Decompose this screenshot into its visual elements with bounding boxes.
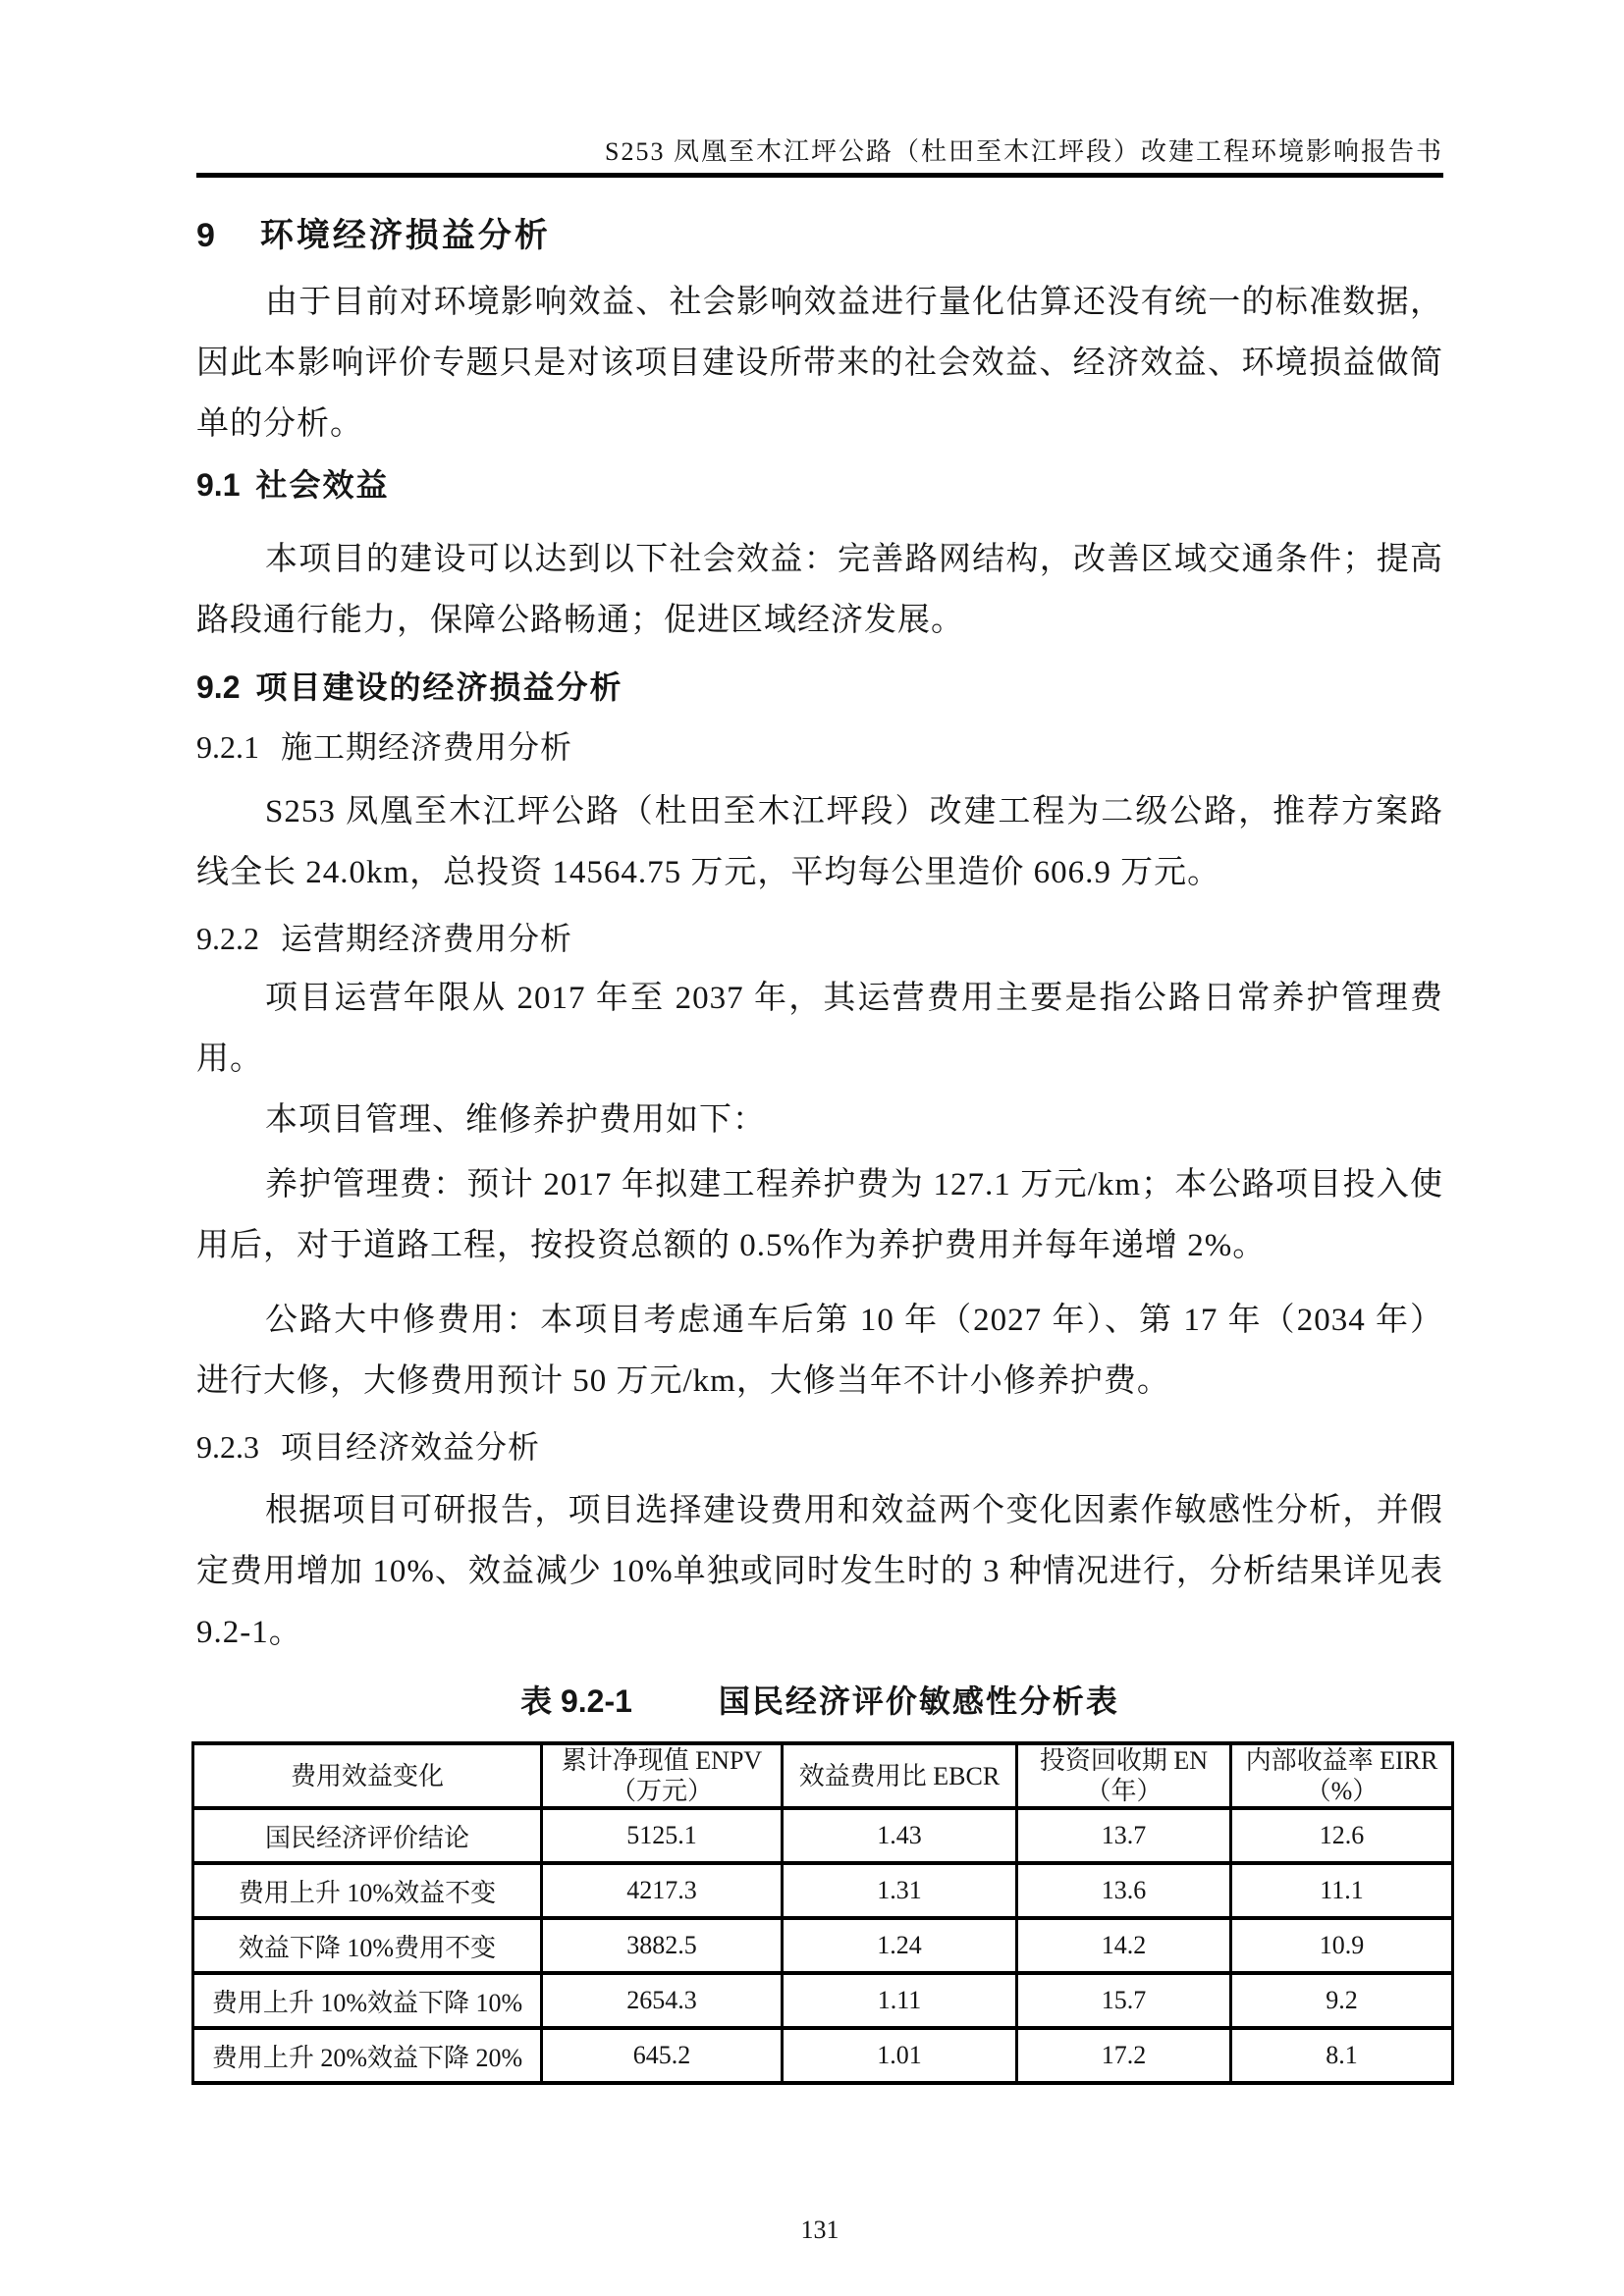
heading-text: 施工期经济费用分析: [281, 729, 573, 765]
table-cell: 10.9: [1231, 1918, 1453, 1973]
table-cell: 2654.3: [542, 1973, 783, 2028]
table-row: [193, 1973, 1453, 2028]
paragraph-construction-cost: S253 凤凰至木江坪公路（杜田至木江坪段）改建工程为二级公路，推荐方案路线全长 24.0km，总投资 14564.75 万元，平均每公里造价 606.9 万元。: [196, 794, 1443, 890]
running-header: [196, 138, 1443, 166]
table-cell: 15.7: [1017, 1973, 1231, 2028]
table-caption-number: 表 9.2-1: [520, 1683, 632, 1719]
table-cell: 1.01: [783, 2028, 1017, 2083]
table-cell: 1.43: [783, 1808, 1017, 1863]
table-cell: 1.11: [783, 1973, 1017, 2028]
table-header-row: [193, 1743, 1453, 1808]
paragraph-social-benefit: 本项目的建设可以达到以下社会效益：完善路网结构，改善区域交通条件；提高路段通行能力，保障公路畅通；促进区域经济发展。: [196, 542, 1443, 638]
table-header-ebcr: [783, 1743, 1017, 1808]
heading-text: 项目经济效益分析: [281, 1429, 541, 1465]
sensitivity-analysis-table: [191, 1741, 1454, 2085]
table-cell: 11.1: [1231, 1863, 1453, 1918]
section-9-2-1-heading: [196, 725, 1443, 769]
paragraph-maintenance-intro: 本项目管理、维修养护费用如下：: [265, 1102, 766, 1138]
table-cell: 9.2: [1231, 1973, 1453, 2028]
section-9-2-heading: [196, 665, 1443, 710]
heading-text: 社会效益: [255, 467, 390, 503]
heading-number: 9.2.3: [196, 1429, 259, 1465]
section-9-2-2-heading: [196, 917, 1443, 960]
table-cell: 1.24: [783, 1918, 1017, 1973]
table-cell: 费用上升 10%效益下降 10%: [193, 1973, 542, 2028]
table-header-en: [1017, 1743, 1231, 1808]
table-cell: 5125.1: [542, 1808, 783, 1863]
section-9-2-3-heading: [196, 1425, 1443, 1468]
table-row: [193, 1863, 1453, 1918]
heading-text: 环境经济损益分析: [259, 217, 551, 254]
paragraph-operation-period: 项目运营年限从 2017 年至 2037 年，其运营费用主要是指公路日常养护管理费用。: [196, 981, 1443, 1077]
header-line: 费用效益变化: [290, 1761, 444, 1790]
table-cell: 费用上升 20%效益下降 20%: [193, 2028, 542, 2083]
table-cell: 国民经济评价结论: [193, 1808, 542, 1863]
header-line: （万元）: [610, 1777, 713, 1805]
table-caption-title: 国民经济评价敏感性分析表: [718, 1683, 1119, 1719]
table-row: [193, 2028, 1453, 2083]
header-line: （%）: [1305, 1777, 1379, 1805]
table-header-eirr: [1231, 1743, 1453, 1808]
header-rule: [196, 173, 1443, 178]
header-line: （年）: [1085, 1777, 1163, 1805]
table-cell: 645.2: [542, 2028, 783, 2083]
table-header-cost-benefit-change: [193, 1743, 542, 1808]
table-cell: 13.6: [1017, 1863, 1231, 1918]
section-9-heading: [196, 213, 1443, 258]
paragraph-overhaul-fee: 公路大中修费用：本项目考虑通车后第 10 年（2027 年）、第 17 年（2034 年）进行大修，大修费用预计 50 万元/km，大修当年不计小修养护费。: [196, 1303, 1443, 1399]
heading-number: 9.2.1: [196, 729, 259, 765]
table-cell: 12.6: [1231, 1808, 1453, 1863]
heading-number: 9.2: [196, 669, 241, 705]
table-header-enpv: [542, 1743, 783, 1808]
table-cell: 17.2: [1017, 2028, 1231, 2083]
table-cell: 14.2: [1017, 1918, 1231, 1973]
table-cell: 费用上升 10%效益不变: [193, 1863, 542, 1918]
header-line: 内部收益率 EIRR: [1245, 1746, 1438, 1775]
header-line: 累计净现值 ENPV: [561, 1746, 763, 1775]
table-cell: 8.1: [1231, 2028, 1453, 2083]
header-line: 效益费用比 EBCR: [798, 1761, 1001, 1790]
table-cell: 1.31: [783, 1863, 1017, 1918]
table-row: [193, 1918, 1453, 1973]
heading-text: 项目建设的经济损益分析: [255, 669, 623, 705]
heading-number: 9.2.2: [196, 921, 259, 956]
paragraph-maintenance-fee: 养护管理费：预计 2017 年拟建工程养护费为 127.1 万元/km；本公路项目投入使用后，对于道路工程，按投资总额的 0.5%作为养护费用并每年递增 2%。: [196, 1167, 1443, 1263]
header-line: 投资回收期 EN: [1039, 1746, 1209, 1775]
table-cell: 效益下降 10%费用不变: [193, 1918, 542, 1973]
page-number: 131: [800, 2216, 839, 2244]
table-row: [193, 1808, 1453, 1863]
table-cell: 13.7: [1017, 1808, 1231, 1863]
heading-number: 9: [196, 217, 215, 254]
table-cell: 3882.5: [542, 1918, 783, 1973]
section-9-1-heading: [196, 462, 1443, 507]
table-cell: 4217.3: [542, 1863, 783, 1918]
paragraph-intro: 由于目前对环境影响效益、社会影响效益进行量化估算还没有统一的标准数据，因此本影响评价专题只是对该项目建设所带来的社会效益、经济效益、环境损益做简单的分析。: [196, 285, 1443, 442]
heading-number: 9.1: [196, 467, 241, 503]
table-caption: [196, 1679, 1443, 1724]
paragraph-sensitivity-analysis: 根据项目可研报告，项目选择建设费用和效益两个变化因素作敏感性分析，并假定费用增加 10%、效益减少 10%单独或同时发生时的 3 种情况进行，分析结果详见表 9.2-1。: [196, 1493, 1443, 1650]
heading-text: 运营期经济费用分析: [281, 921, 573, 956]
running-header-title: S253 凤凰至木江坪公路（杜田至木江坪段）改建工程环境影响报告书: [605, 137, 1443, 166]
page-content: [196, 0, 1443, 2246]
